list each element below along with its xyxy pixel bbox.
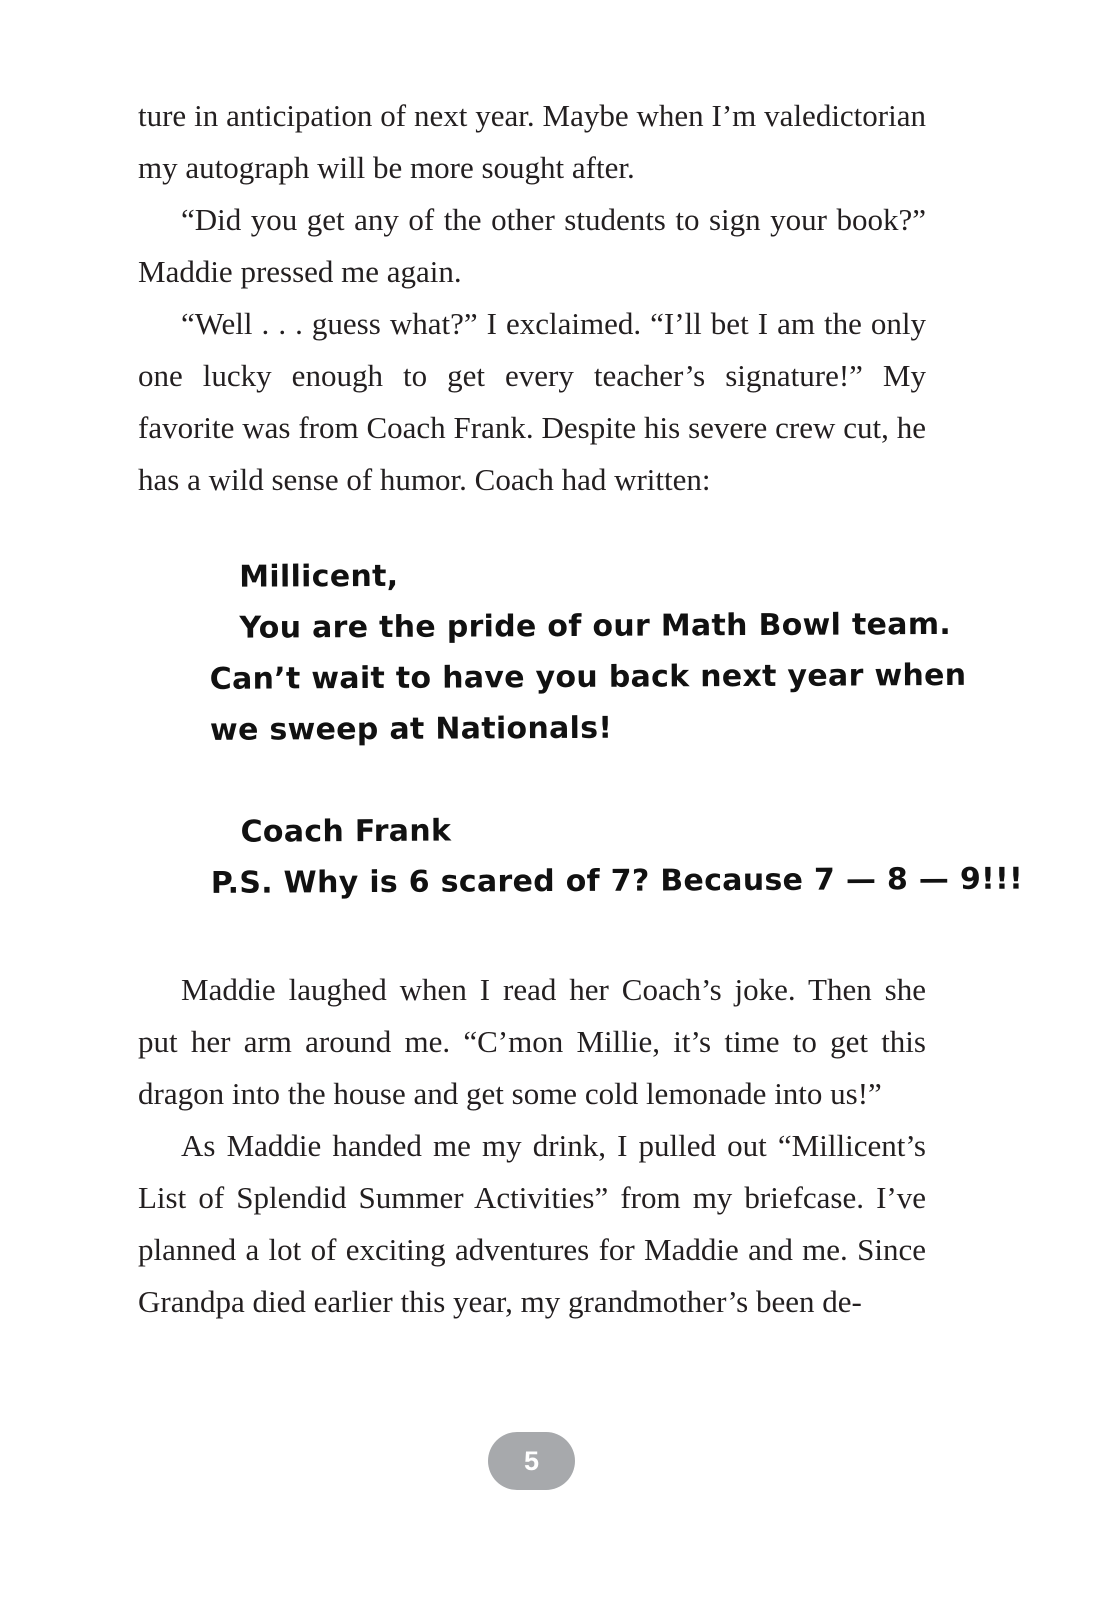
handwritten-note xyxy=(209,548,1024,909)
paragraph-continued: ture in anticipation of next year. Maybe when I’m valedictorian my autograph will be more sought after. xyxy=(138,98,926,185)
paragraph-question: “Did you get any of the other students to sign your book?” Maddie pressed me again. xyxy=(138,202,926,289)
paragraph-joke-reaction: Maddie laughed when I read her Coach’s joke. Then she put her arm around me. “C’mon Millie, it’s time to get this dragon into the house and get some cold lemonade into us!” xyxy=(138,972,926,1111)
bottom-text-block xyxy=(138,964,926,1328)
note-greeting: Millicent, xyxy=(239,558,399,595)
note-line-2: Can’t wait to have you back next year when xyxy=(209,657,967,697)
note-line-3: we sweep at Nationals! xyxy=(209,710,613,748)
note-line-1: You are the pride of our Math Bowl team. xyxy=(239,606,952,646)
paragraph-signature-intro: “Well . . . guess what?” I exclaimed. “I’ll bet I am the only one lucky enough to get every teacher’s signature!” My favorite was from Coach Frank. Despite his severe crew cut, he has a wild sense of humor. Coach had written: xyxy=(138,306,926,497)
page-number-badge: 5 xyxy=(488,1432,575,1490)
paragraph-activities: As Maddie handed me my drink, I pulled out “Millicent’s List of Splendid Summer Activities” from my briefcase. I’ve planned a lot of exciting adventures for Maddie and me. Since Grandpa died earlier this year, my grandmother’s been de- xyxy=(138,1128,926,1319)
note-spacer xyxy=(210,752,910,807)
top-text-block xyxy=(138,90,926,506)
note-signature: Coach Frank xyxy=(240,813,452,850)
note-postscript: P.S. Why is 6 scared of 7? Because 7 — 8 — 9!!! xyxy=(210,861,1024,901)
